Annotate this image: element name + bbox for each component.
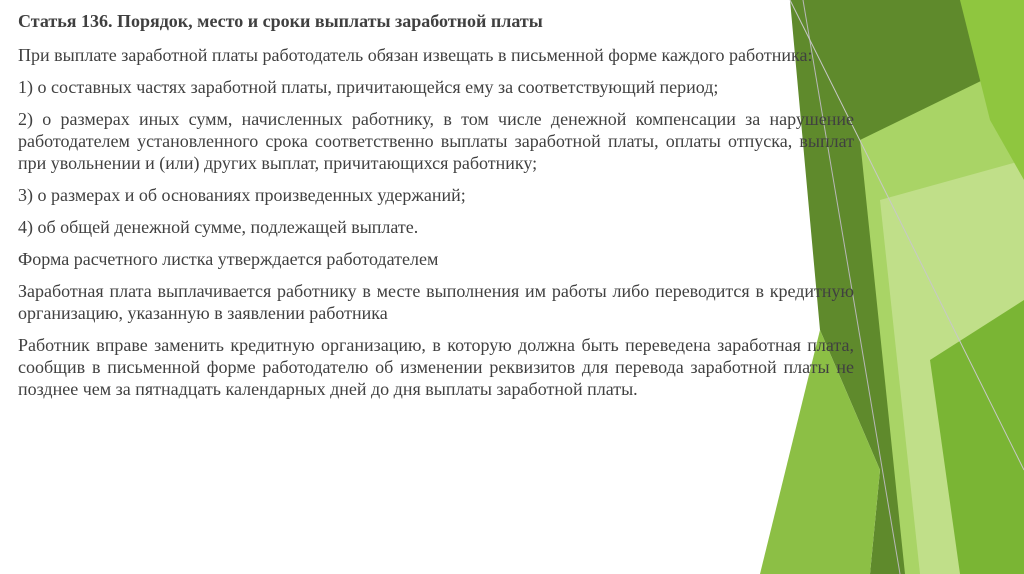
slide-text [18, 10, 854, 410]
paragraph: Форма расчетного листка утверждается работодателем [18, 249, 439, 269]
slide-title: Статья 136. Порядок, место и сроки выплаты заработной платы [18, 11, 543, 31]
paragraph: Работник вправе заменить кредитную организацию, в которую должна быть переведена заработная плата, сообщив в письменной форме работодателю об изменении реквизитов для перевода заработной платы не позднее чем за пятнадцать календарных дней до дня выплаты заработной платы. [18, 335, 854, 399]
paragraph: Заработная плата выплачивается работнику в месте выполнения им работы либо переводится в кредитную организацию, указанную в заявлении работника [18, 281, 854, 323]
paragraph: 3) о размерах и об основаниях произведенных удержаний; [18, 185, 466, 205]
paragraph: 2) о размерах иных сумм, начисленных работнику, в том числе денежной компенсации за нарушение работодателем установленного срока соответственно выплаты заработной платы, оплаты отпуска, выплат при увольнении и (или) других выплат, причитающихся работнику; [18, 109, 854, 173]
paragraph: 4) об общей денежной сумме, подлежащей выплате. [18, 217, 419, 237]
paragraph: При выплате заработной платы работодатель обязан извещать в письменной форме каждого работника: [18, 45, 813, 65]
paragraph: 1) о составных частях заработной платы, причитающейся ему за соответствующий период; [18, 77, 719, 97]
